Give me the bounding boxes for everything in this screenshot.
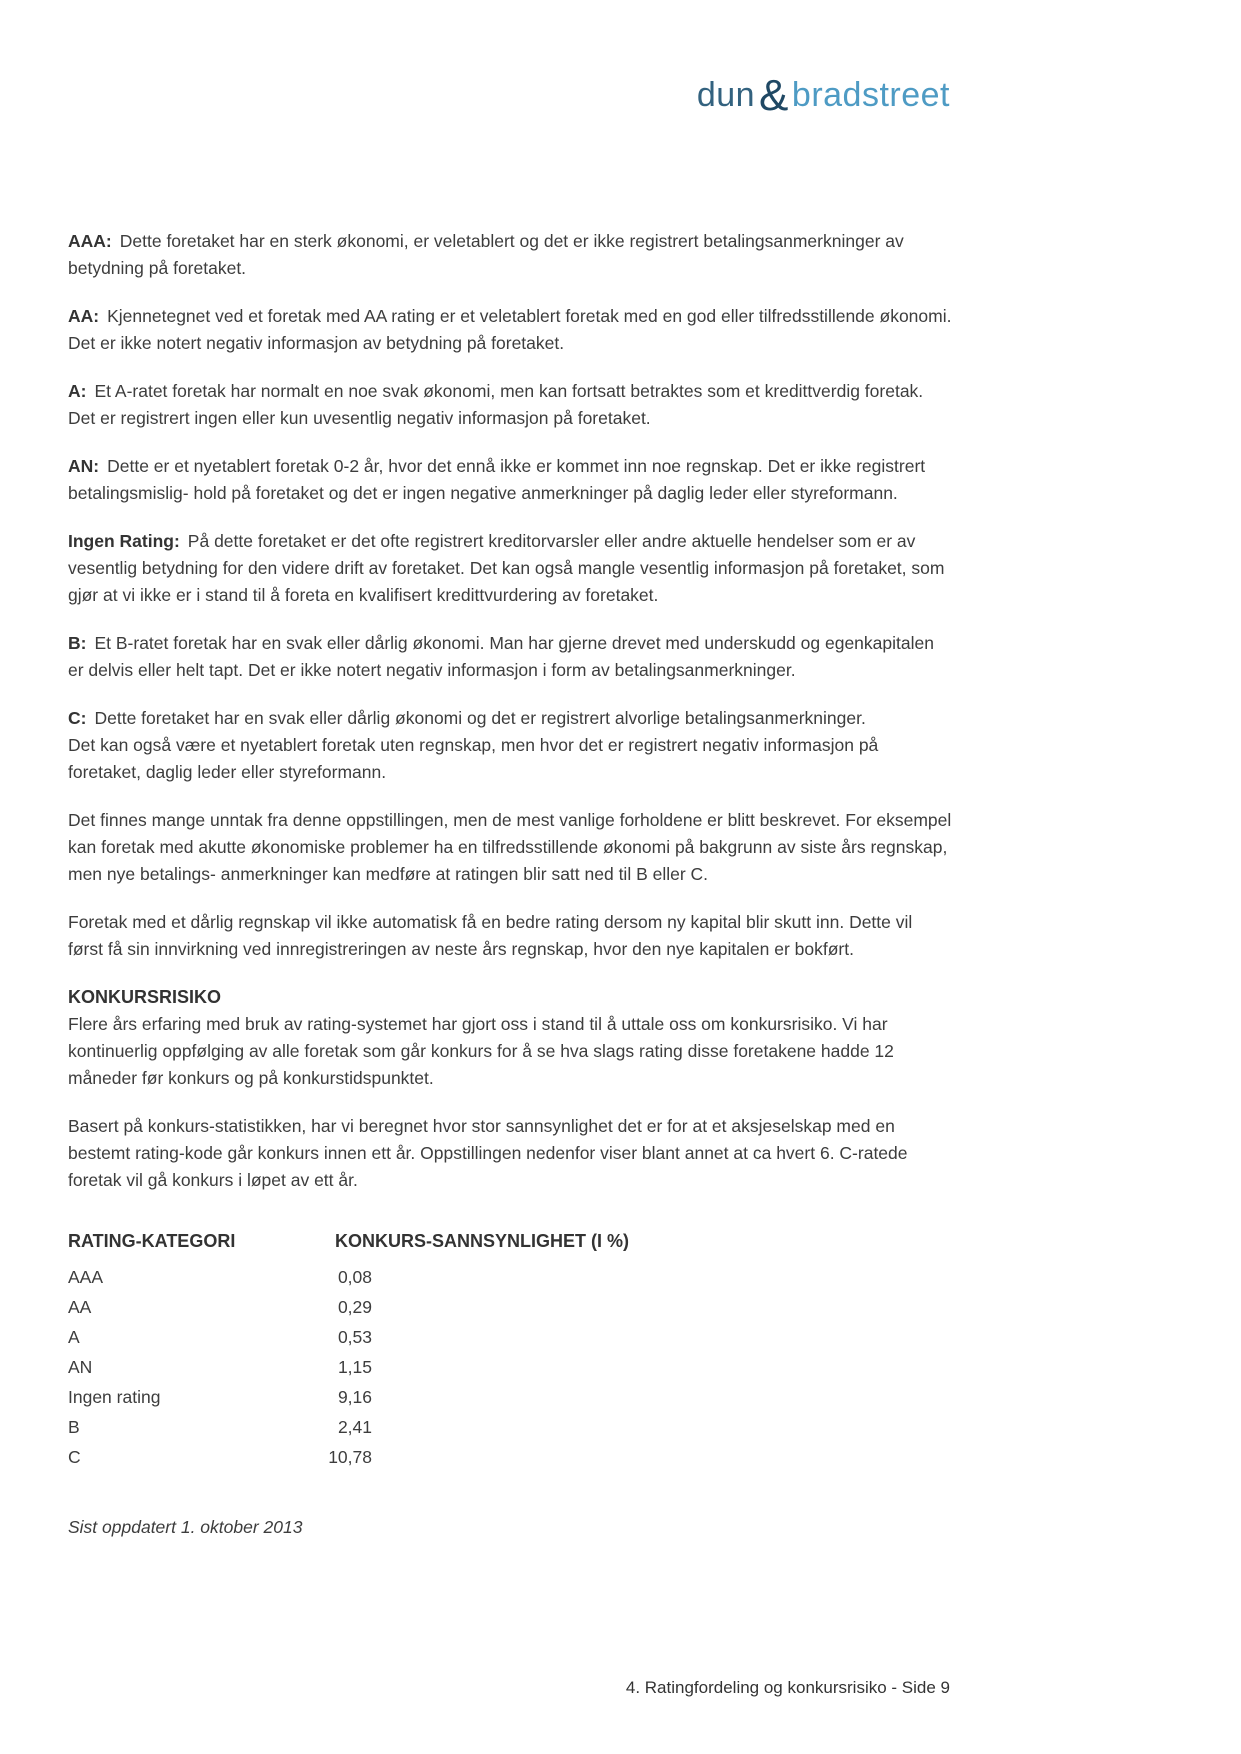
rating-code-label-aaa: AAA: <box>68 231 112 251</box>
table-cell-category: A <box>68 1327 80 1347</box>
table-cell-category: AA <box>68 1297 92 1317</box>
paragraph-rating-aaa <box>68 228 952 282</box>
rating-code-label-b: B: <box>68 633 87 653</box>
table-row <box>68 1442 952 1472</box>
paragraph-text: Dette foretaket har en svak eller dårlig økonomi og det er registrert alvorlige betalingsanmerkninger. <box>94 708 866 728</box>
logo-ampersand-icon: & <box>759 71 789 120</box>
rating-code-label-ingen-rating: Ingen Rating: <box>68 531 180 551</box>
table-header-row <box>68 1226 952 1256</box>
table-cell-value: 1,15 <box>337 1357 372 1377</box>
paragraph-new-capital <box>68 909 952 963</box>
table-header-rating-kategori: RATING-KATEGORI <box>68 1231 236 1251</box>
logo-text-bradstreet: bradstreet <box>791 76 950 114</box>
table-cell-category: C <box>68 1447 81 1467</box>
rating-code-label-c: C: <box>68 708 87 728</box>
table-cell-value: 2,41 <box>337 1417 372 1437</box>
table-cell-value: 9,16 <box>337 1387 372 1407</box>
document-body <box>68 228 952 1541</box>
table-cell-value: 0,53 <box>337 1327 372 1347</box>
paragraph-text: Det finnes mange unntak fra denne oppstillingen, men de mest vanlige forholdene er blitt beskrevet. For eksempel kan foretak med akutte økonomiske problemer ha en tilfredsstillende økonomi på bakgrunn av siste års regnskap, men nye betalings- anmerkninger kan medføre at ratingen blir satt ned til B eller C. <box>68 810 952 884</box>
paragraph-rating-aa <box>68 303 952 357</box>
table-cell-category: Ingen rating <box>68 1387 161 1407</box>
table-header-konkurs-sannsynlighet: KONKURS-SANNSYNLIGHET (I %) <box>335 1231 630 1251</box>
paragraph-text: På dette foretaket er det ofte registrert kreditorvarsler eller andre aktuelle hendelser som er av vesentlig betydning for den videre drift av foretaket. Det kan også mangle vesentlig informasjon på foretaket, som gjør at vi ikke er i stand til å foreta en kvalifisert kredittvurdering av foretaket. <box>68 531 945 605</box>
paragraph-rating-a <box>68 378 952 432</box>
table-cell-value: 10,78 <box>328 1447 372 1467</box>
rating-code-label-an: AN: <box>68 456 100 476</box>
konkurs-probability-table <box>68 1226 952 1472</box>
dun-bradstreet-logo <box>696 70 950 120</box>
last-updated-note: Sist oppdatert 1. oktober 2013 <box>68 1517 303 1537</box>
paragraph-rating-b <box>68 630 952 684</box>
table-row <box>68 1322 952 1352</box>
paragraph-text: Et A-ratet foretak har normalt en noe svak økonomi, men kan fortsatt betraktes som et kredittverdig foretak. Det er registrert ingen eller kun uvesentlig negativ informasjon på foretaket. <box>68 381 924 428</box>
paragraph-text: Dette foretaket har en sterk økonomi, er veletablert og det er ikke registrert betalingsanmerkninger av betydning på foretaket. <box>68 231 904 278</box>
page-footer: 4. Ratingfordeling og konkursrisiko - Side 9 <box>625 1678 950 1697</box>
table-cell-value: 0,29 <box>337 1297 372 1317</box>
paragraph-text: Et B-ratet foretak har en svak eller dårlig økonomi. Man har gjerne drevet med underskudd og egenkapitalen er delvis eller helt tapt. Det er ikke notert negativ informasjon i form av betalingsanmerkninger. <box>68 633 934 680</box>
paragraph-text: Foretak med et dårlig regnskap vil ikke automatisk få en bedre rating dersom ny kapital blir skutt inn. Dette vil først få sin innvirkning ved innregistreringen av neste års regnskap, hvor den nye kapitalen er bokført. <box>68 912 913 959</box>
table-row <box>68 1412 952 1442</box>
section-heading-konkursrisiko: KONKURSRISIKO <box>68 987 222 1007</box>
rating-code-label-a: A: <box>68 381 87 401</box>
table-row <box>68 1292 952 1322</box>
paragraph-exceptions <box>68 807 952 888</box>
paragraph-rating-c <box>68 705 952 786</box>
table-cell-category: AN <box>68 1357 93 1377</box>
paragraph-text-continued: Det kan også være et nyetablert foretak uten regnskap, men hvor det er registrert negativ informasjon på foretaket, daglig leder eller styreformann. <box>68 735 879 782</box>
paragraph-konkursrisiko-intro: Flere års erfaring med bruk av rating-systemet har gjort oss i stand til å uttale oss om konkursrisiko. Vi har kontinuerlig oppfølging av alle foretak som går konkurs for å se hva slags rating disse foretakene hadde 12 måneder før konkurs og på konkurstidspunktet. <box>68 1014 894 1088</box>
paragraph-text: Dette er et nyetablert foretak 0-2 år, hvor det ennå ikke er kommet inn noe regnskap. Det er ikke registrert betalingsmislig- hold på foretaket og det er ingen negative anmerkninger på daglig leder eller styreformann. <box>68 456 926 503</box>
paragraph-rating-ingen <box>68 528 952 609</box>
paragraph-text: Kjennetegnet ved et foretak med AA rating er et veletablert foretak med en god eller tilfredsstillende økonomi. Det er ikke notert negativ informasjon av betydning på foretaket. <box>68 306 952 353</box>
table-row <box>68 1382 952 1412</box>
table-cell-category: B <box>68 1417 80 1437</box>
paragraph-rating-an <box>68 453 952 507</box>
rating-code-label-aa: AA: <box>68 306 100 326</box>
table-row <box>68 1352 952 1382</box>
table-row <box>68 1262 952 1292</box>
paragraph-konkurs-statistics: Basert på konkurs-statistikken, har vi beregnet hvor stor sannsynlighet det er for at et aksjeselskap med en bestemt rating-kode går konkurs innen ett år. Oppstillingen nedenfor viser blant annet at ca hvert 6. C-ratede foretak vil gå konkurs i løpet av ett år. <box>68 1116 908 1190</box>
table-cell-category: AAA <box>68 1267 104 1287</box>
table-cell-value: 0,08 <box>337 1267 372 1287</box>
logo-text-dun: dun <box>696 76 756 114</box>
